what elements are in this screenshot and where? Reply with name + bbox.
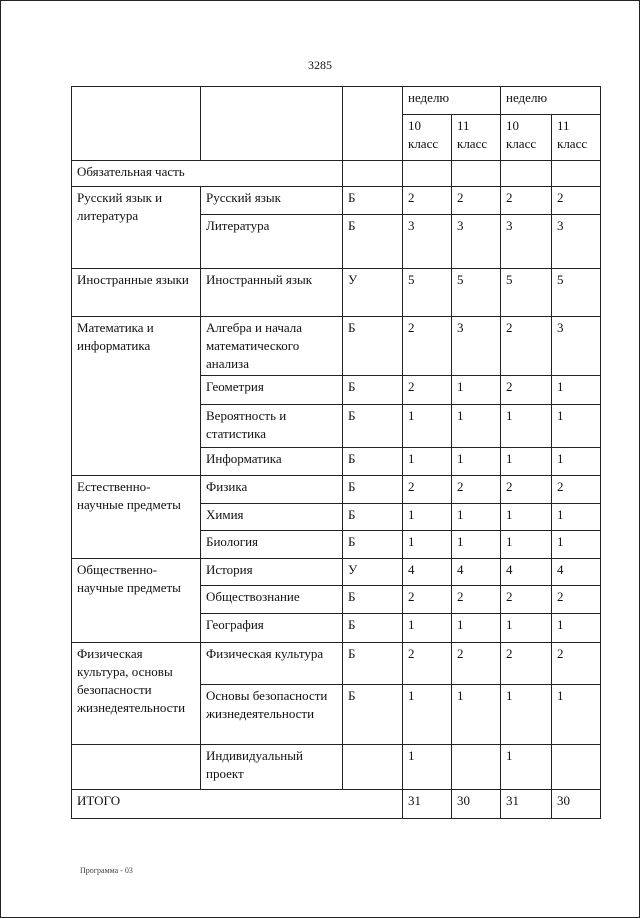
level-cell: У [343,269,403,317]
level-cell: Б [343,317,403,376]
hours-cell: 2 [452,476,501,504]
hours-cell: 5 [403,269,452,317]
hours-cell: 2 [501,476,552,504]
hours-cell: 1 [552,504,601,531]
hours-cell: 1 [501,685,552,745]
hours-cell: 1 [452,405,501,448]
subject-cell: Физика [201,476,343,504]
hours-cell: 1 [452,531,501,559]
table-row [72,317,601,376]
level-cell: Б [343,187,403,215]
hours-cell: 1 [403,405,452,448]
hours-cell: 1 [452,376,501,405]
hours-cell: 1 [403,745,452,790]
hours-cell: 1 [403,685,452,745]
table-row [72,476,601,504]
hours-cell: 1 [501,448,552,476]
hours-cell: 4 [552,559,601,586]
level-cell: Б [343,614,403,643]
hours-cell: 2 [552,586,601,614]
subject-cell: История [201,559,343,586]
hours-cell: 1 [403,531,452,559]
level-cell: Б [343,476,403,504]
subject-cell: Индивидуальный проект [201,745,343,790]
area-cell: Математика и информатика [72,317,201,476]
level-cell: Б [343,405,403,448]
hours-cell: 2 [501,376,552,405]
hours-cell: 4 [501,559,552,586]
header-area-cell [72,87,201,161]
subject-cell: Химия [201,504,343,531]
hours-cell: 3 [501,215,552,269]
subject-cell: Физическая культура [201,643,343,685]
level-cell: Б [343,531,403,559]
hours-cell: 2 [403,476,452,504]
total-cell: 30 [552,790,601,819]
subject-cell: Обществознание [201,586,343,614]
header-week-2: неделю [501,87,601,115]
hours-cell: 1 [452,685,501,745]
hours-cell: 3 [552,317,601,376]
page-number: 3285 [308,58,332,72]
subject-cell: Алгебра и начала математического анализа [201,317,343,376]
subject-cell: Литература [201,215,343,269]
hours-cell: 5 [452,269,501,317]
total-cell: 31 [501,790,552,819]
hours-cell: 1 [501,405,552,448]
hours-cell: 1 [552,614,601,643]
level-cell: Б [343,215,403,269]
subject-cell: Информатика [201,448,343,476]
hours-cell: 2 [552,476,601,504]
hours-cell: 2 [552,643,601,685]
table-row [72,559,601,586]
total-row [72,790,601,819]
hours-cell: 2 [403,317,452,376]
hours-cell: 4 [403,559,452,586]
hours-cell: 1 [403,448,452,476]
hours-cell: 1 [552,448,601,476]
hours-cell: 2 [501,187,552,215]
level-cell: У [343,559,403,586]
hours-cell: 1 [403,504,452,531]
hours-cell: 1 [501,531,552,559]
subject-cell: Основы безопасности жизнедеятельности [201,685,343,745]
hours-cell: 2 [403,586,452,614]
hours-cell: 5 [552,269,601,317]
subject-cell: Вероятность и статистика [201,405,343,448]
header-grade: 10 класс [501,115,552,161]
level-cell: Б [343,643,403,685]
header-level-cell [343,87,403,161]
hours-cell: 2 [501,586,552,614]
subject-cell: Биология [201,531,343,559]
hours-cell: 1 [552,685,601,745]
subject-cell: География [201,614,343,643]
hours-cell: 3 [403,215,452,269]
table-row [72,643,601,685]
hours-cell: 1 [501,745,552,790]
header-subject-cell [201,87,343,161]
hours-cell: 3 [452,215,501,269]
hours-cell: 4 [452,559,501,586]
header-grade: 11 класс [452,115,501,161]
hours-cell: 2 [552,187,601,215]
hours-cell: 1 [501,614,552,643]
header-grade: 11 класс [552,115,601,161]
subject-cell: Русский язык [201,187,343,215]
level-cell: Б [343,376,403,405]
table-header-row [72,87,601,115]
hours-cell: 2 [501,643,552,685]
hours-cell: 1 [552,531,601,559]
hours-cell: 2 [403,643,452,685]
subject-cell: Иностранный язык [201,269,343,317]
level-cell [343,745,403,790]
hours-cell: 1 [552,376,601,405]
hours-cell: 1 [452,448,501,476]
level-cell: Б [343,685,403,745]
section-row [72,161,601,187]
hours-cell: 1 [552,405,601,448]
hours-cell: 1 [452,504,501,531]
area-cell: Русский язык и литература [72,187,201,269]
total-label: ИТОГО [72,790,403,819]
page-footer: Программа - 03 [80,866,133,875]
section-label: Обязательная часть [72,161,343,187]
header-week-1: неделю [403,87,501,115]
area-cell [72,745,201,790]
hours-cell: 2 [403,187,452,215]
hours-cell: 1 [403,614,452,643]
area-cell: Физическая культура, основы безопасности жизнедеятельности [72,643,201,745]
hours-cell: 2 [452,643,501,685]
level-cell: Б [343,504,403,531]
hours-cell: 2 [501,317,552,376]
area-cell: Общественно-научные предметы [72,559,201,643]
total-cell: 31 [403,790,452,819]
hours-cell [552,745,601,790]
hours-cell [452,745,501,790]
hours-cell: 3 [452,317,501,376]
hours-cell: 2 [452,187,501,215]
header-grade: 10 класс [403,115,452,161]
subject-cell: Геометрия [201,376,343,405]
hours-cell: 1 [501,504,552,531]
area-cell: Естественно-научные предметы [72,476,201,559]
table-row [72,745,601,790]
hours-cell: 1 [452,614,501,643]
table-row [72,187,601,215]
level-cell: Б [343,448,403,476]
table-row [72,269,601,317]
hours-cell: 2 [403,376,452,405]
hours-cell: 3 [552,215,601,269]
curriculum-table [71,86,601,819]
area-cell: Иностранные языки [72,269,201,317]
hours-cell: 2 [452,586,501,614]
level-cell: Б [343,586,403,614]
hours-cell: 5 [501,269,552,317]
total-cell: 30 [452,790,501,819]
